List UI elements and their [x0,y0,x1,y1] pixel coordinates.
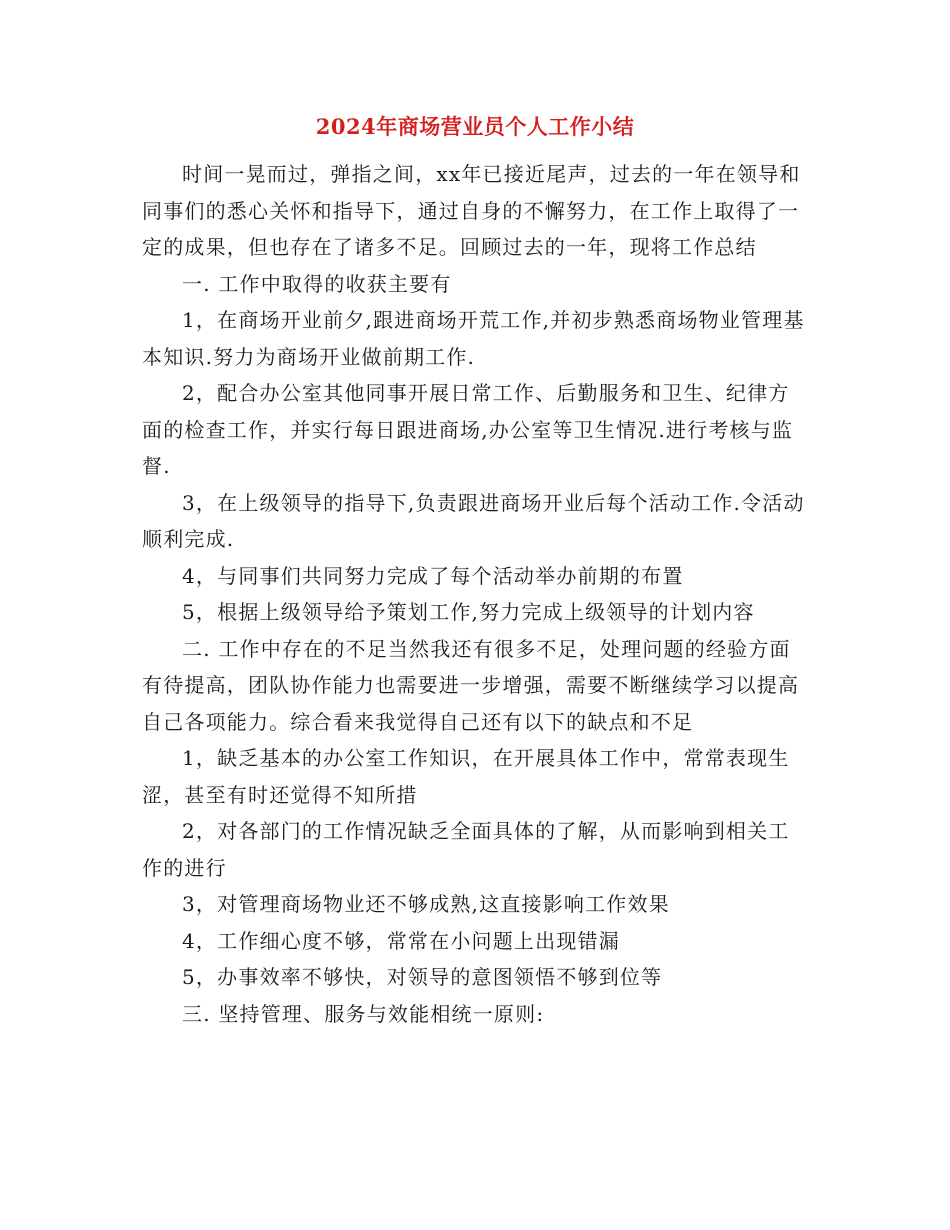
document-title: 2024年商场营业员个人工作小结 [315,114,635,139]
section-heading-principles: 三. 坚持管理、服务与效能相统一原则: [182,1001,545,1026]
list-item: 1，在商场开业前夕,跟进商场开荒工作,并初步熟悉商场物业管理基本知识.努力为商场开业做前期工作. [142,308,805,369]
list-item: 4，与同事们共同努力完成了每个活动举办前期的布置 [182,563,684,588]
list-item: 4，工作细心度不够，常常在小问题上出现错漏 [182,928,620,953]
list-item: 2，配合办公室其他同事开展日常工作、后勤服务和卫生、纪律方面的检查工作，并实行每日跟进商场,办公室等卫生情况.进行考核与监督. [142,381,794,478]
list-item: 2，对各部门的工作情况缺乏全面具体的了解，从而影响到相关工作的进行 [142,819,790,880]
list-item: 3，在上级领导的指导下,负责跟进商场开业后每个活动工作.令活动顺利完成. [142,490,805,551]
section-heading-shortcomings: 二. 工作中存在的不足当然我还有很多不足，处理问题的经验方面有待提高，团队协作能力也需要进一步增强，需要不断继续学习以提高自己各项能力。综合看来我觉得自己还有以下的缺点和不足 [142,636,800,734]
list-item: 5，根据上级领导给予策划工作,努力完成上级领导的计划内容 [182,600,755,624]
document-body [142,156,810,1032]
list-item: 1，缺乏基本的办公室工作知识，在开展具体工作中，常常表现生涩，甚至有时还觉得不知所措 [142,746,790,807]
list-item: 5，办事效率不够快，对领导的意图领悟不够到位等 [182,965,663,989]
paragraph-intro: 时间一晃而过，弹指之间，xx年已接近尾声，过去的一年在领导和同事们的悉心关怀和指导下，通过自身的不懈努力，在工作上取得了一定的成果，但也存在了诸多不足。回顾过去的一年，现将工作总结 [142,162,801,259]
section-heading-gains: 一. 工作中取得的收获主要有 [182,271,452,296]
list-item: 3，对管理商场物业还不够成熟,这直接影响工作效果 [182,892,670,916]
